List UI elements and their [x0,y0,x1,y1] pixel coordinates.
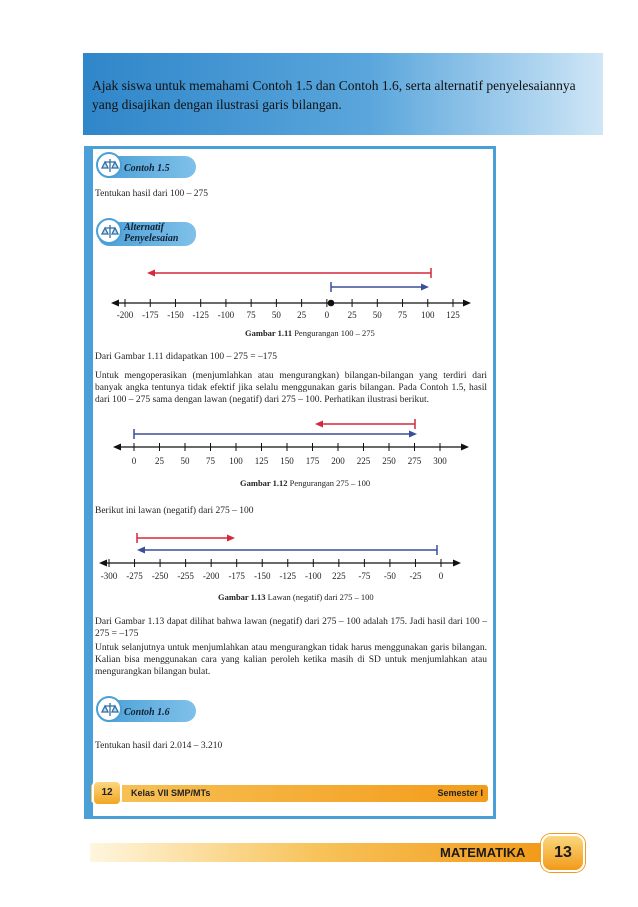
scale-icon [96,218,122,244]
number-line-figure-1-11 [95,262,485,327]
tick-label: 300 [433,456,447,466]
tick-label: 0 [438,571,444,581]
tick-label: -50 [383,571,396,581]
paragraph-conclusion: Untuk selanjutnya untuk menjumlahkan atau mengurangkan tidak harus menggunakan garis bilangan. Kalian bisa menggunakan cara yang kalian peroleh ketika masih di SD untuk menjumlahkan atau mengurangkan bilangan bulat. [95,643,487,677]
tick-label: -175 [228,571,245,581]
tick-label: 225 [356,456,371,466]
tick-label: 25 [155,456,164,466]
tick-label: 0 [324,310,330,320]
tick-label: -125 [192,310,209,320]
tick-label: 50 [271,310,281,320]
tick-label: 75 [398,310,408,320]
paragraph-result-2: Dari Gambar 1.13 dapat dilihat bahwa lawan (negatif) dari 275 – 100 adalah 175. Jadi hasil dari 100 – 275 = –175 [95,617,487,639]
tick-label: -100 [217,310,235,320]
tick-label: 25 [347,310,357,320]
tick-label: 175 [305,456,320,466]
tick-label: -200 [116,310,134,320]
example-1-5-task: Tentukan hasil dari 100 – 275 [95,189,209,199]
tick-label: -100 [305,571,322,581]
paragraph-negative-intro: Berikut ini lawan (negatif) dari 275 – 100 [95,506,254,516]
scale-icon [96,152,122,178]
page-footer-title: MATEMATIKA [440,845,526,860]
tick-label: 100 [229,456,243,466]
tick-label: 200 [331,456,345,466]
tick-label: 125 [446,310,460,320]
tick-label: 75 [206,456,215,466]
tick-label: -300 [100,571,118,581]
tick-label: 25 [297,310,307,320]
tick-label: 250 [382,456,396,466]
inner-footer-semester: Semester I [437,788,483,798]
tick-label: 150 [280,456,294,466]
figure-1-12-caption: Gambar 1.12 Pengurangan 275 – 100 [240,478,371,488]
page-number: 13 [541,834,585,872]
number-line-figure-1-13 [95,530,485,585]
tick-label: 225 [332,571,346,581]
tick-label: 125 [254,456,269,466]
zero-point [328,300,335,307]
tick-label: -175 [141,310,159,320]
tick-label: -75 [358,571,371,581]
alternative-solution-label-2: Penyelesaian [124,233,179,244]
number-line-figure-1-12 [95,418,485,470]
tick-label: 50 [372,310,382,320]
example-1-6-task: Tentukan hasil dari 2.014 – 3.210 [95,741,223,751]
teacher-instruction: Ajak siswa untuk memahami Contoh 1.5 dan Contoh 1.6, serta alternatif penyelesaiannya yang disajikan dengan ilustrasi garis bilangan. [92,78,576,112]
tick-label: 100 [421,310,435,320]
figure-1-13-caption: Gambar 1.13 Lawan (negatif) dari 275 – 100 [218,592,374,602]
tick-label: -255 [177,571,194,581]
tick-label: -150 [167,310,184,320]
tick-label: 0 [131,456,137,466]
example-1-6-label: Contoh 1.6 [124,707,170,718]
tick-label: 275 [407,456,422,466]
page-margin-stripe [84,146,93,819]
tick-label: -150 [253,571,271,581]
inner-page-number: 12 [92,780,122,806]
inner-footer-class: Kelas VII SMP/MTs [131,788,211,798]
tick-label: 75 [246,310,256,320]
tick-label: 50 [180,456,190,466]
tick-label: -275 [126,571,143,581]
example-1-5-label: Contoh 1.5 [124,163,170,174]
paragraph-explanation: Untuk mengoperasikan (menjumlahkan atau mengurangkan) bilangan-bilangan yang terdiri dari banyak angka tentunya tidak efektif jika selalu menggunakan garis bilangan. Pada Contoh 1.5, hasil dari 100 – 275 sama dengan lawan (negatif) dari 275 – 100. Perhatikan ilustrasi berikut. [95,371,487,405]
alternative-solution-label-1: Alternatif [124,222,165,233]
paragraph-result-1: Dari Gambar 1.11 didapatkan 100 – 275 = –175 [95,352,278,362]
tick-label: -250 [151,571,169,581]
tick-label: -25 [409,571,422,581]
tick-label: -200 [202,571,220,581]
tick-label: -125 [279,571,297,581]
figure-1-11-caption: Gambar 1.11 Pengurangan 100 – 275 [245,328,375,338]
scale-icon [96,696,122,722]
